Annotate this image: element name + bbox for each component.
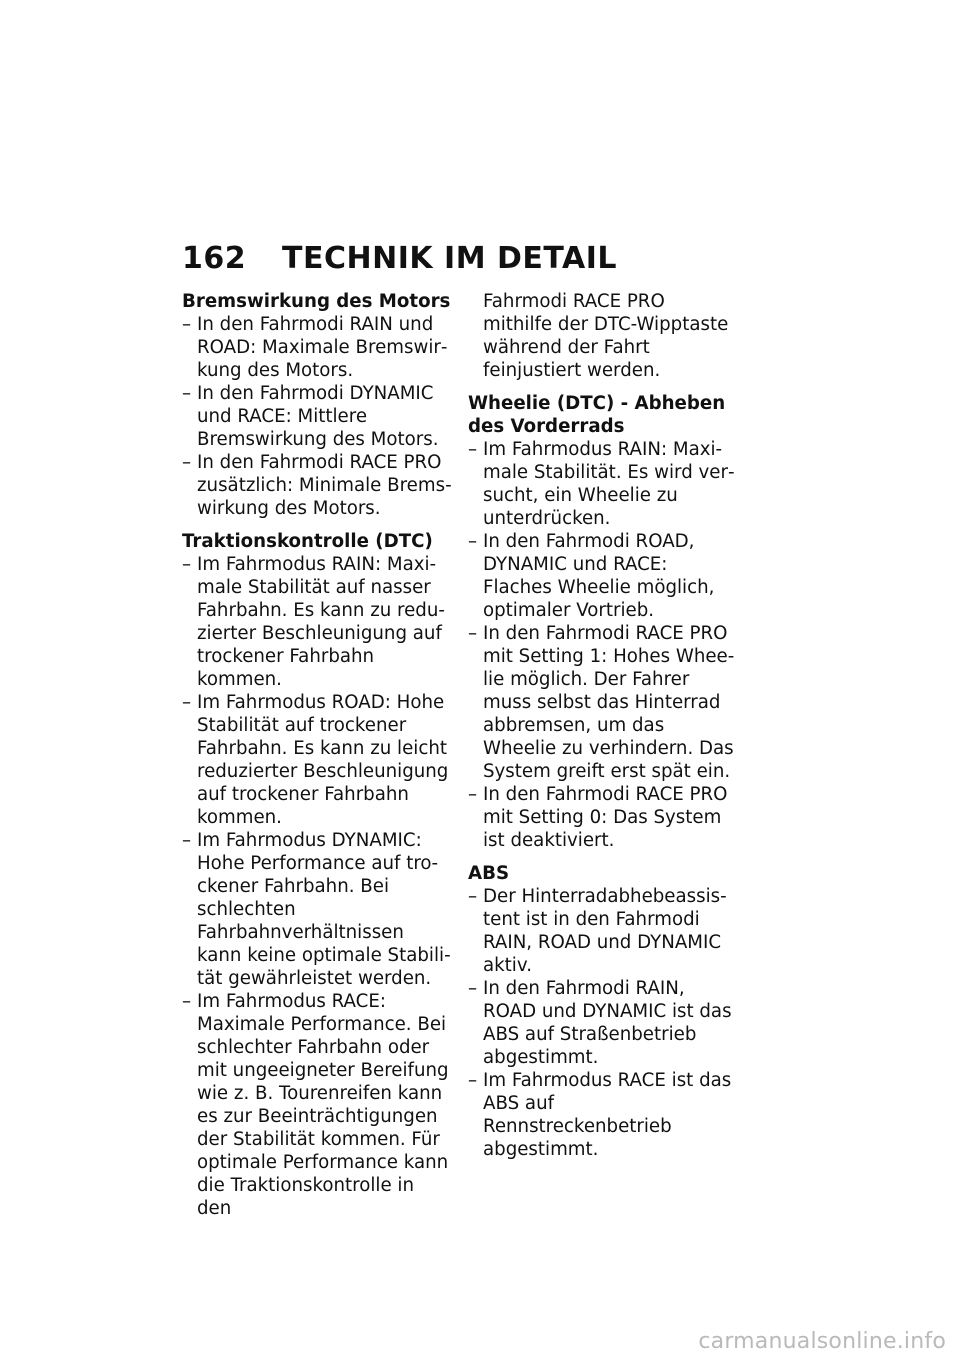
list-item-text: Der Hinterradabhebeassistent ist in den Fahrmodi RAIN, ROAD und DYNAMIC aktiv.	[483, 886, 727, 976]
bullet-dash: –	[182, 314, 192, 335]
bullet-list	[468, 438, 738, 852]
list-item	[182, 553, 452, 691]
bullet-dash: –	[182, 991, 192, 1012]
list-item	[182, 382, 452, 451]
bullet-list	[468, 885, 738, 1161]
bullet-dash: –	[468, 1070, 478, 1091]
list-item-text: In den Fahrmodi RACE PRO zusätzlich: Minimale Bremswirkung des Motors.	[197, 452, 452, 519]
bullet-dash: –	[182, 692, 192, 713]
section-traction-control	[182, 530, 452, 1220]
section-continuation	[468, 290, 738, 382]
left-column	[182, 290, 452, 1230]
list-item-text: Im Fahrmodus RACE ist das ABS auf Rennstreckenbetrieb abgestimmt.	[483, 1070, 732, 1160]
list-item-text: In den Fahrmodi RACE PRO mit Setting 0: Das System ist deaktiviert.	[483, 784, 728, 851]
list-item-text: In den Fahrmodi DYNAMIC und RACE: Mittlere Bremswirkung des Motors.	[197, 383, 439, 450]
list-item	[182, 829, 452, 990]
bullet-dash: –	[468, 531, 478, 552]
list-item-text: In den Fahrmodi RAIN und ROAD: Maximale Bremswirkung des Motors.	[197, 314, 448, 381]
section-heading: ABS	[468, 863, 510, 884]
list-item	[182, 691, 452, 829]
list-item	[182, 990, 452, 1220]
page-title: TECHNIK IM DETAIL	[282, 240, 618, 276]
list-item	[468, 783, 738, 852]
list-item	[468, 977, 738, 1069]
section-abs	[468, 862, 738, 1161]
bullet-list	[182, 553, 452, 1220]
right-column	[468, 290, 738, 1171]
page-header	[182, 238, 617, 278]
list-item-text: In den Fahrmodi RACE PRO mit Setting 1: Hohes Wheelie möglich. Der Fahrer muss selbst das Hinterrad abbremsen, um das Wheelie zu verhindern. Das System greift erst spät ein.	[483, 623, 735, 782]
list-item-text: Im Fahrmodus RACE: Maximale Performance. Bei schlechter Fahrbahn oder mit ungeeigneter Bereifung wie z. B. Tourenreifen kann es zur Beeinträchtigungen der Stabilität kommen. Für optimale Performance kann die Traktionskontrolle in den	[197, 991, 449, 1219]
list-item	[468, 885, 738, 977]
bullet-dash: –	[182, 554, 192, 575]
section-heading: Wheelie (DTC) - Abheben des Vorderrads	[468, 393, 726, 437]
list-item-text: In den Fahrmodi ROAD, DYNAMIC und RACE: Flaches Wheelie möglich, optimaler Vortrieb.	[483, 531, 715, 621]
list-item-text: In den Fahrmodi RAIN, ROAD und DYNAMIC ist das ABS auf Straßenbetrieb abgestimmt.	[483, 978, 732, 1068]
bullet-dash: –	[468, 623, 478, 644]
list-item	[468, 1069, 738, 1161]
section-heading: Bremswirkung des Motors	[182, 291, 451, 312]
list-item	[468, 438, 738, 530]
bullet-dash: –	[468, 439, 478, 460]
page-number: 162	[182, 240, 247, 276]
bullet-dash: –	[468, 886, 478, 907]
bullet-dash: –	[468, 784, 478, 805]
section-heading: Traktionskontrolle (DTC)	[182, 531, 433, 552]
list-item-text: Im Fahrmodus RAIN: Maximale Stabilität auf nasser Fahrbahn. Es kann zu reduzierter Beschleunigung auf trockener Fahrbahn kommen.	[197, 554, 445, 690]
list-item-text: Im Fahrmodus ROAD: Hohe Stabilität auf trockener Fahrbahn. Es kann zu leicht reduzierter Beschleunigung auf trockener Fahrbahn kommen.	[197, 692, 449, 828]
bullet-dash: –	[468, 978, 478, 999]
list-item-text: Im Fahrmodus DYNAMIC: Hohe Performance auf trockener Fahrbahn. Bei schlechten Fahrbahnverhältnissen kann keine optimale Stabilität gewährleistet werden.	[197, 830, 451, 989]
list-item	[182, 313, 452, 382]
section-wheelie	[468, 392, 738, 852]
bullet-dash: –	[182, 383, 192, 404]
continued-text: Fahrmodi RACE PRO mithilfe der DTC-Wipptaste während der Fahrt feinjustiert werden.	[483, 291, 729, 381]
list-item-text: Im Fahrmodus RAIN: Maximale Stabilität. Es wird versucht, ein Wheelie zu unterdrücken.	[483, 439, 735, 529]
watermark: carmanualsonline.info	[698, 1329, 946, 1354]
section-engine-braking	[182, 290, 452, 520]
bullet-dash: –	[182, 830, 192, 851]
bullet-list	[182, 313, 452, 520]
bullet-dash: –	[182, 452, 192, 473]
list-item	[182, 451, 452, 520]
list-item	[468, 530, 738, 622]
list-item	[468, 622, 738, 783]
